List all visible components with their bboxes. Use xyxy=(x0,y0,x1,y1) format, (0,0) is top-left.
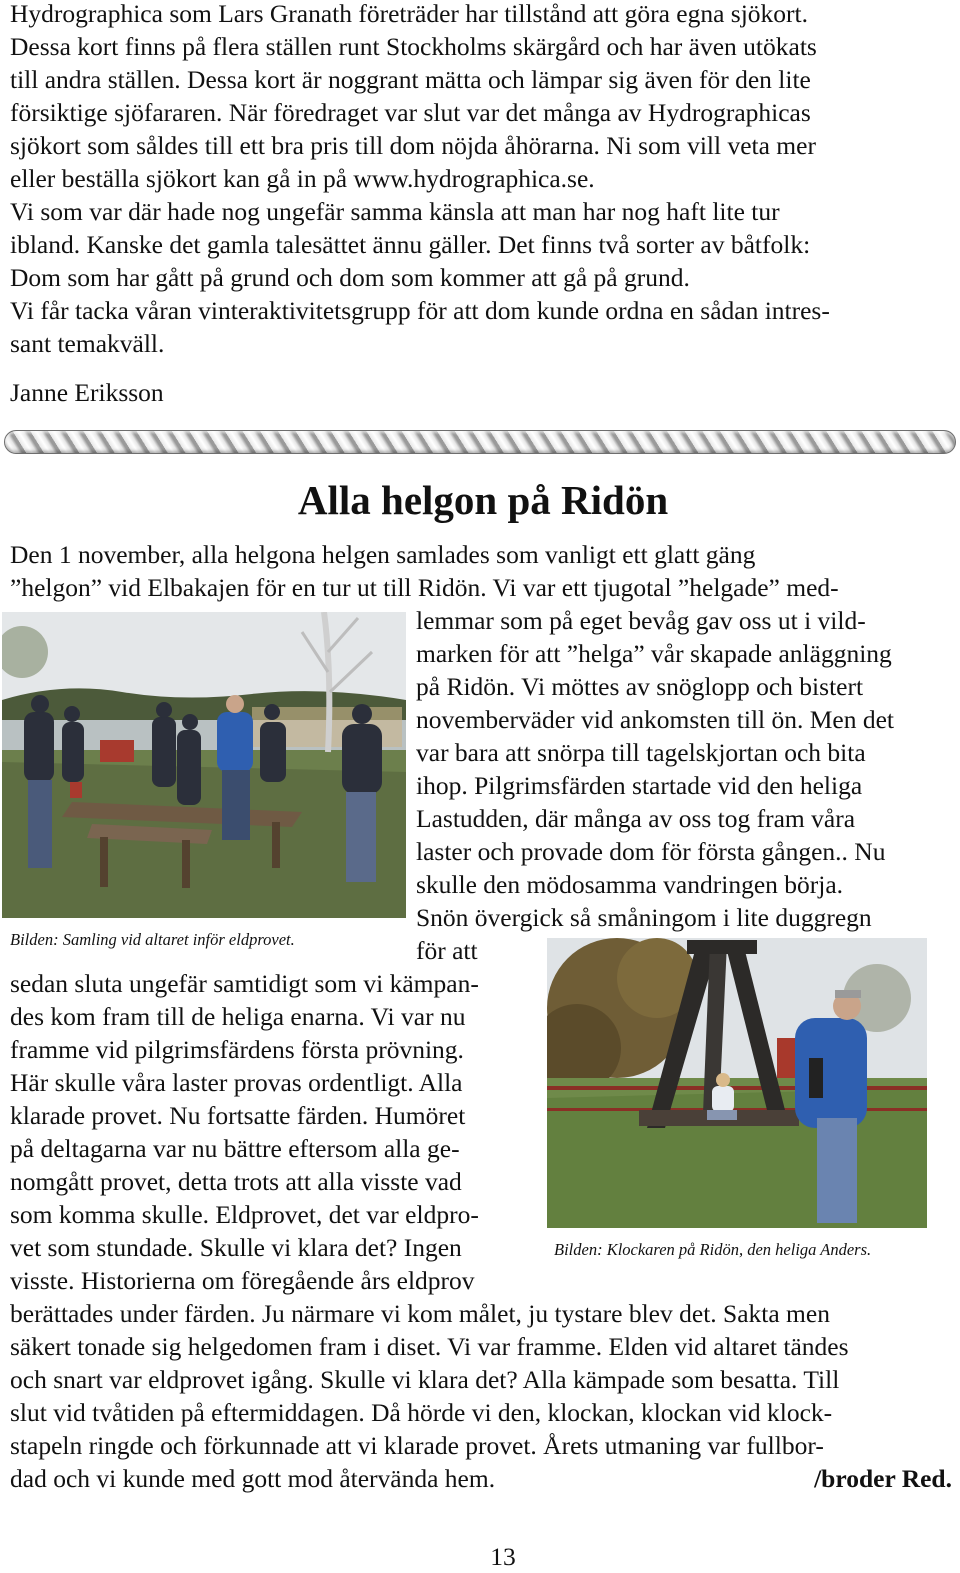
intro-author: Janne Eriksson xyxy=(10,378,164,407)
article-line: Den 1 november, alla helgona helgen samlades som vanligt ett glatt gäng xyxy=(10,540,756,569)
article-line: på Ridön. Vi möttes av snöglopp och bistert xyxy=(416,672,864,701)
article-line: på deltagarna var nu bättre eftersom alla ge- xyxy=(10,1134,460,1163)
article-line: ”helgon” vid Elbakajen för en tur ut till Ridön. Vi var ett tjugotal ”helgade” med- xyxy=(10,573,839,602)
article-line: visste. Historierna om föregående års eldprov xyxy=(10,1266,475,1295)
article-line: Lastudden, där många av oss tog fram våra xyxy=(416,804,856,833)
photo-bell-tower xyxy=(547,938,927,1228)
article-line: framme vid pilgrimsfärdens första prövning. xyxy=(10,1035,464,1064)
page-number: 13 xyxy=(490,1542,516,1571)
intro-line: försiktige sjöfararen. När föredraget var slut var det många av Hydrographicas xyxy=(10,98,811,127)
article-signature: /broder Red. xyxy=(814,1464,952,1493)
article-line: vet som stundade. Skulle vi klara det? Ingen xyxy=(10,1233,462,1262)
intro-line: ibland. Kanske det gamla talesättet ännu gäller. Det finns två sorter av båtfolk: xyxy=(10,230,811,259)
article-line: novemberväder vid ankomsten till ön. Men det xyxy=(416,705,895,734)
intro-line: eller beställa sjökort kan gå in på www.hydrographica.se. xyxy=(10,164,595,193)
article-line: lemmar som på eget bevåg gav oss ut i vild- xyxy=(416,606,866,635)
article-line: nomgått provet, detta trots att alla visste vad xyxy=(10,1167,462,1196)
article-line: laster och provade dom för första gången.. Nu xyxy=(416,837,886,866)
article-line: för att xyxy=(416,936,478,965)
intro-line: Hydrographica som Lars Granath företräder har tillstånd att göra egna sjökort. xyxy=(10,0,809,28)
intro-line: sant temakväll. xyxy=(10,329,165,358)
intro-line: Dessa kort finns på flera ställen runt Stockholms skärgård och har även utökats xyxy=(10,32,817,61)
article-line: slut vid tvåtiden på eftermiddagen. Då hörde vi den, klockan, klockan vid klock- xyxy=(10,1398,833,1427)
article-line: berättades under färden. Ju närmare vi kom målet, ju tystare blev det. Sakta men xyxy=(10,1299,830,1328)
article-line: stapeln ringde och förkunnade att vi klarade provet. Årets utmaning var fullbor- xyxy=(10,1431,824,1460)
article-line: var bara att snörpa till tagelskjortan och bita xyxy=(416,738,866,767)
article-line: säkert tonade sig helgedomen fram i diset. Vi var framme. Elden vid altaret tändes xyxy=(10,1332,849,1361)
photo-group-at-altar xyxy=(2,612,406,918)
article-line: skulle den mödosamma vandringen börja. xyxy=(416,870,844,899)
rope-divider xyxy=(4,430,956,454)
caption-photo-1: Bilden: Samling vid altaret inför eldprovet. xyxy=(10,930,295,949)
intro-line: till andra ställen. Dessa kort är noggrant mätta och lämpar sig även för den lite xyxy=(10,65,811,94)
article-line: ihop. Pilgrimsfärden startade vid den heliga xyxy=(416,771,863,800)
intro-line: Vi som var där hade nog ungefär samma känsla att man har nog haft lite tur xyxy=(10,197,780,226)
intro-line: sjökort som såldes till ett bra pris till dom nöjda åhörarna. Ni som vill veta mer xyxy=(10,131,816,160)
article-line: sedan sluta ungefär samtidigt som vi kämpan- xyxy=(10,969,479,998)
article-line: dad och vi kunde med gott mod återvända hem. xyxy=(10,1464,496,1493)
article-title: Alla helgon på Ridön xyxy=(297,477,669,523)
article-line: och snart var eldprovet igång. Skulle vi klara det? Alla kämpade som besatta. Till xyxy=(10,1365,840,1394)
article-line: klarade provet. Nu fortsatte färden. Humöret xyxy=(10,1101,466,1130)
intro-line: Vi får tacka våran vinteraktivitetsgrupp för att dom kunde ordna en sådan intres- xyxy=(10,296,830,325)
article-line: Här skulle våra laster provas ordentligt. Alla xyxy=(10,1068,463,1097)
intro-line: Dom som har gått på grund och dom som kommer att gå på grund. xyxy=(10,263,690,292)
article-line: des kom fram till de heliga enarna. Vi var nu xyxy=(10,1002,466,1031)
article-line: som komma skulle. Eldprovet, det var eldpro- xyxy=(10,1200,479,1229)
caption-photo-2: Bilden: Klockaren på Ridön, den heliga Anders. xyxy=(554,1240,872,1259)
article-line: marken för att ”helga” vår skapade anläggning xyxy=(416,639,892,668)
article-line: Snön övergick så småningom i lite duggregn xyxy=(416,903,872,932)
